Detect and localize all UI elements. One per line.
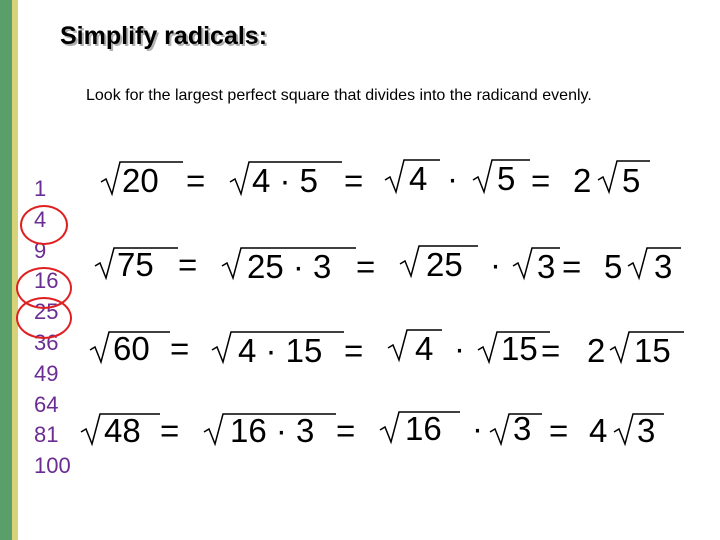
equals-sign: =	[160, 412, 180, 449]
equation-row-75	[95, 246, 681, 285]
perfect-square-item: 1	[34, 176, 47, 201]
perfect-square-item: 25	[34, 299, 59, 325]
coefficient: 2	[573, 162, 592, 199]
perfect-square-factor: 4	[409, 160, 428, 197]
multiplication-dot: ·	[490, 246, 501, 283]
factored-radicand: 25 · 3	[247, 248, 332, 285]
remaining-factor: 15	[501, 330, 538, 367]
perfect-square-item: 4	[34, 206, 47, 232]
equals-sign: =	[562, 248, 582, 285]
factored-radicand: 4 · 15	[238, 332, 323, 369]
multiplication-dot: ·	[454, 330, 465, 367]
remaining-factor: 5	[497, 160, 516, 197]
equals-sign: =	[549, 412, 569, 449]
result-radicand: 15	[634, 332, 671, 369]
remaining-factor: 3	[513, 410, 532, 447]
perfect-square-factor: 4	[415, 330, 434, 367]
equation-row-20	[101, 160, 650, 199]
perfect-square-item: 64	[34, 391, 59, 417]
perfect-square-item: 81	[34, 422, 59, 448]
radicand: 75	[117, 246, 154, 283]
perfect-square-item: 16	[34, 268, 59, 294]
perfect-square-item: 36	[34, 329, 59, 355]
equation-row-60	[90, 330, 684, 369]
equation-row-48	[81, 410, 664, 449]
factored-radicand: 4 · 5	[252, 162, 319, 199]
equals-sign: =	[178, 246, 198, 283]
equals-sign: =	[541, 332, 561, 369]
coefficient: 4	[589, 412, 608, 449]
equals-sign: =	[344, 332, 364, 369]
equals-sign: =	[356, 248, 376, 285]
equals-sign: =	[336, 412, 356, 449]
perfect-square-factor: 16	[405, 410, 442, 447]
multiplication-dot: ·	[472, 410, 483, 447]
perfect-square-factor: 25	[426, 246, 463, 283]
multiplication-dot: ·	[447, 160, 458, 197]
radicand: 20	[122, 162, 159, 199]
coefficient: 5	[604, 248, 623, 285]
radicand: 48	[104, 412, 141, 449]
instruction-text: Look for the largest perfect square that divides into the radicand evenly.	[86, 87, 592, 104]
equals-sign: =	[170, 330, 190, 367]
result-radicand: 5	[622, 162, 641, 199]
perfect-square-item: 9	[34, 237, 47, 263]
perfect-square-item: 49	[34, 360, 59, 386]
slide-title: Simplify radicals:	[60, 22, 268, 50]
equals-sign: =	[344, 162, 364, 199]
result-radicand: 3	[654, 248, 673, 285]
factored-radicand: 16 · 3	[230, 412, 315, 449]
equals-sign: =	[186, 162, 206, 199]
radicand: 60	[113, 330, 150, 367]
equals-sign: =	[531, 162, 551, 199]
coefficient: 2	[587, 332, 606, 369]
remaining-factor: 3	[537, 248, 556, 285]
result-radicand: 3	[637, 412, 656, 449]
perfect-square-item: 100	[34, 453, 71, 479]
